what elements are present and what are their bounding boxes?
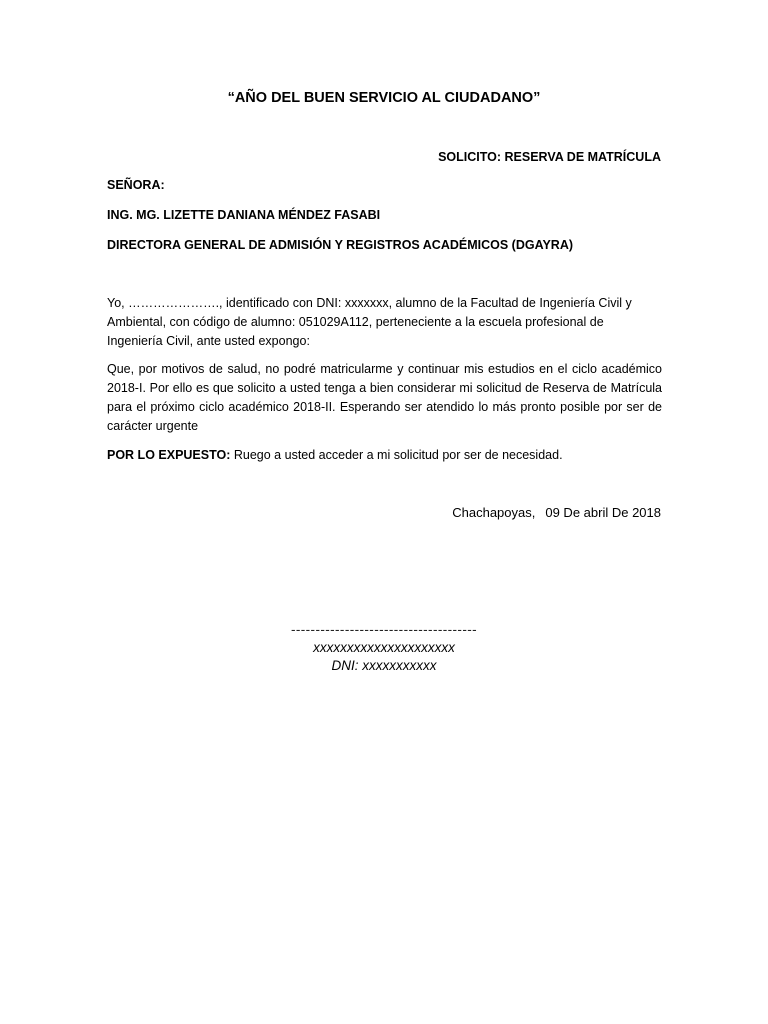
salutation: SEÑORA: [107, 178, 165, 192]
place-date [452, 505, 661, 520]
closing-text: Ruego a usted acceder a mi solicitud por ser de necesidad. [230, 448, 563, 462]
recipient-name: ING. MG. LIZETTE DANIANA MÉNDEZ FASABI [107, 208, 381, 222]
closing-label: POR LO EXPUESTO: [107, 448, 231, 462]
place: Chachapoyas, [452, 505, 536, 520]
signature-name: xxxxxxxxxxxxxxxxxxxxx [313, 640, 455, 655]
signature-dni: DNI: xxxxxxxxxxx [331, 658, 437, 673]
signature-line: -------------------------------------- [290, 622, 478, 637]
request-subject: SOLICITO: RESERVA DE MATRÍCULA [438, 150, 661, 164]
intro-paragraph: Yo, …………………., identificado con DNI: xxxxxxx, alumno de la Facultad de Ingeniería Civil y Ambiental, con código de alumno: 051029A112, perteneciente a la escuela profesional de Ingeniería Civil, ante usted expongo: [107, 296, 632, 348]
request-paragraph: Que, por motivos de salud, no podré matricularme y continuar mis estudios en el ciclo académico 2018-I. Por ello es que solicito a usted tenga a bien considerar mi solicitud de Reserva de Matrícula para el próximo ciclo académico 2018-II. Esperando ser atendido lo más pronto posible por ser de carácter urgente [107, 362, 662, 433]
date: 09 De abril De 2018 [545, 505, 661, 520]
year-motto: “AÑO DEL BUEN SERVICIO AL CIUDADANO” [227, 90, 541, 106]
recipient-title: DIRECTORA GENERAL DE ADMISIÓN Y REGISTROS ACADÉMICOS (DGAYRA) [107, 238, 574, 252]
closing-paragraph [107, 446, 662, 465]
